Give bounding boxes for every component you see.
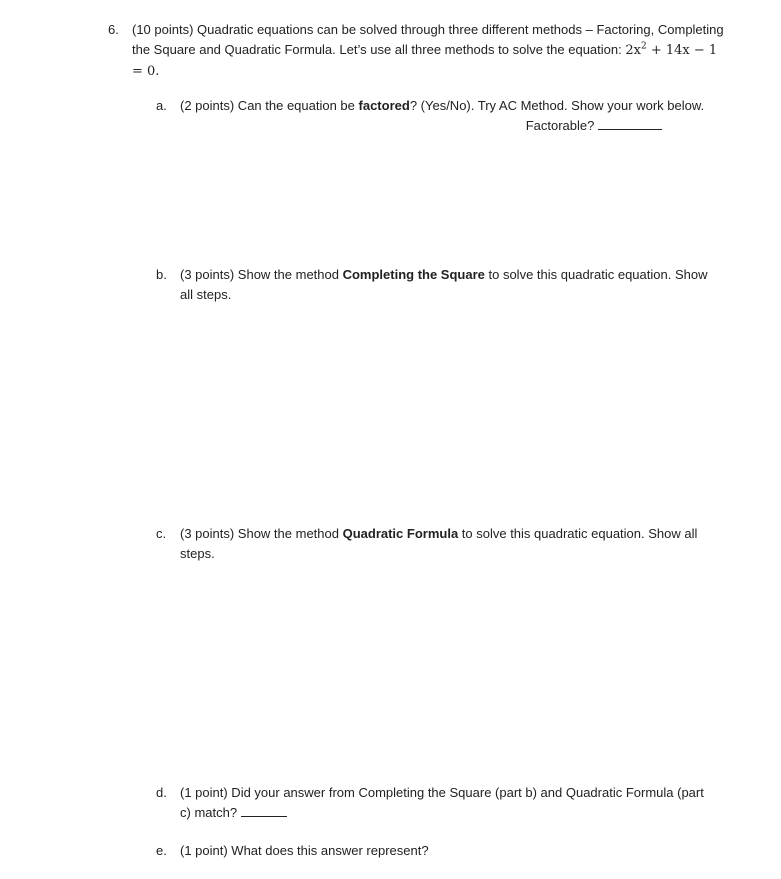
equation-exponent: 2 [640,41,647,52]
part-d [156,783,716,823]
part-b-letter: b. [156,267,167,282]
part-a-text-post: ? (Yes/No). Try AC Method. Show your work below. [409,98,705,113]
part-b [156,265,716,305]
part-a-letter: a. [156,98,167,113]
part-a-prompt [180,96,716,116]
part-c-prompt [180,524,716,564]
part-d-prompt [180,783,716,823]
part-d-letter: d. [156,785,167,800]
part-b-bold: Completing the Square [342,267,485,282]
question-points: (10 points) [132,22,194,37]
part-b-prompt [180,265,716,305]
match-answer-blank[interactable] [241,803,287,817]
part-a-text-pre: (2 points) Can the equation be [180,98,359,113]
factorable-answer-blank[interactable] [598,116,662,130]
part-d-text: (1 point) Did your answer from Completing the Square (part b) and Quadratic Formula (part c) match? [180,785,704,820]
part-c-text-post: to solve this quadratic equation. Show all steps. [180,526,698,561]
question-intro: Quadratic equations can be solved through three different methods – Factoring, Completing the Square and Quadratic Formula. Let’s use all three methods to solve the equation: [132,22,724,57]
factorable-label: Factorable? [525,118,595,133]
factorable-field [526,116,662,136]
part-c-letter: c. [156,526,167,541]
part-c-bold: Quadratic Formula [342,526,459,541]
part-e-text: (1 point) What does this answer represent? [180,843,429,858]
part-b-text-post: to solve this quadratic equation. Show all steps. [180,267,708,302]
part-c [156,524,716,564]
part-a-bold: factored [358,98,410,113]
part-a [156,96,716,133]
question-number: 6. [108,22,119,37]
equation-tail: + 14x − 1 = 0. [132,43,718,79]
part-b-text-pre: (3 points) Show the method [180,267,343,282]
part-e-prompt [180,841,716,861]
part-e [156,841,716,861]
question-prompt [132,20,732,82]
equation-lead: 2x [625,43,641,58]
part-e-letter: e. [156,843,167,858]
part-c-text-pre: (3 points) Show the method [180,526,343,541]
